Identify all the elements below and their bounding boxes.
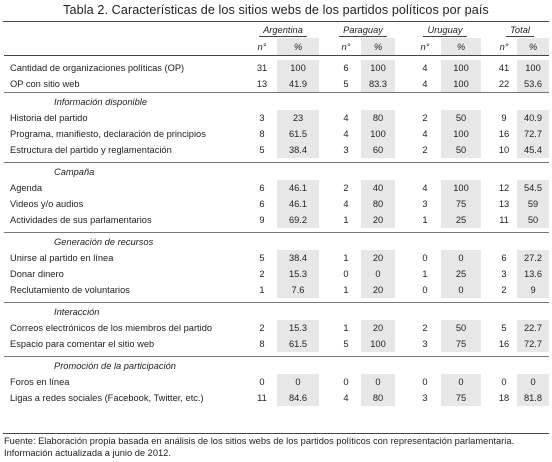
row-label: Estructura del partido y reglamentación xyxy=(10,145,172,155)
percent-cell: 80 xyxy=(361,110,395,126)
count-cell: 2 xyxy=(422,113,428,123)
table-row xyxy=(4,142,549,158)
percent-cell: 100 xyxy=(517,60,549,76)
section-title: Promoción de la participación xyxy=(4,357,247,375)
count-cell: 9 xyxy=(501,113,507,123)
country-header: Total xyxy=(506,25,534,37)
percent-cell: 75 xyxy=(441,390,481,406)
table-row xyxy=(4,180,549,196)
count-cell: 4 xyxy=(343,129,349,139)
percent-cell: 0 xyxy=(441,250,481,266)
percent-cell: 22.7 xyxy=(517,320,549,336)
count-cell: 2 xyxy=(343,183,349,193)
country-header: Argentina xyxy=(259,25,307,37)
count-cell: 2 xyxy=(422,145,428,155)
percent-cell: 13.6 xyxy=(517,266,549,282)
count-cell: 1 xyxy=(343,215,349,225)
count-cell: 3 xyxy=(422,199,428,209)
row-label: Espacio para comentar el sitio web xyxy=(10,339,155,349)
percent-cell: 46.1 xyxy=(277,180,319,196)
percent-cell: 27.2 xyxy=(517,250,549,266)
row-label: Historia del partido xyxy=(10,113,88,123)
percent-cell: 59 xyxy=(517,196,549,212)
percent-cell: 100 xyxy=(441,180,481,196)
col-pct-header: % xyxy=(277,38,319,56)
percent-cell: 50 xyxy=(441,110,481,126)
percent-cell: 15.3 xyxy=(277,320,319,336)
col-pct-header: % xyxy=(361,38,395,56)
count-cell: 1 xyxy=(259,285,265,295)
country-header-row xyxy=(4,23,549,38)
count-cell: 1 xyxy=(343,253,349,263)
count-cell: 4 xyxy=(343,199,349,209)
percent-cell: 84.6 xyxy=(277,390,319,406)
count-cell: 0 xyxy=(422,253,428,263)
count-cell: 3 xyxy=(501,269,507,279)
count-cell: 1 xyxy=(422,269,428,279)
percent-cell: 0 xyxy=(277,374,319,390)
row-label: Agenda xyxy=(10,183,43,193)
percent-cell: 53.6 xyxy=(517,76,549,93)
percent-cell: 83.3 xyxy=(361,76,395,93)
percent-cell: 80 xyxy=(361,390,395,406)
percent-cell: 61.5 xyxy=(277,336,319,352)
table-row xyxy=(4,212,549,228)
percent-cell: 81.8 xyxy=(517,390,549,406)
percent-cell: 38.4 xyxy=(277,250,319,266)
percent-cell: 38.4 xyxy=(277,142,319,158)
count-cell: 9 xyxy=(259,215,265,225)
percent-cell: 20 xyxy=(361,250,395,266)
percent-cell: 75 xyxy=(441,196,481,212)
row-label: Videos y/o audios xyxy=(10,199,84,209)
table-row xyxy=(4,336,549,352)
count-cell: 31 xyxy=(256,63,268,73)
percent-cell: 69.2 xyxy=(277,212,319,228)
percent-cell: 20 xyxy=(361,320,395,336)
count-cell: 5 xyxy=(259,145,265,155)
percent-cell: 9 xyxy=(517,282,549,298)
table-row xyxy=(4,60,549,76)
count-cell: 6 xyxy=(343,63,349,73)
percent-cell: 50 xyxy=(517,212,549,228)
col-pct-header: % xyxy=(517,38,549,56)
count-cell: 5 xyxy=(343,79,349,89)
source-note: Fuente: Elaboración propia basada en análisis de los sitios webs de los partidos políticos con representación parlamentaria. Información actualizada a junio de 2012. xyxy=(4,436,515,458)
percent-cell: 60 xyxy=(361,142,395,158)
percent-cell: 25 xyxy=(441,266,481,282)
row-label: Correos electrónicos de los miembros del partido xyxy=(10,323,213,333)
percent-cell: 20 xyxy=(361,282,395,298)
table-row xyxy=(4,196,549,212)
section-header xyxy=(4,357,549,375)
percent-cell: 100 xyxy=(361,60,395,76)
count-cell: 0 xyxy=(259,377,265,387)
col-n-header: n° xyxy=(247,38,277,56)
table-row xyxy=(4,266,549,282)
table-row xyxy=(4,374,549,390)
count-cell: 6 xyxy=(259,183,265,193)
data-table xyxy=(4,23,549,406)
table-row xyxy=(4,282,549,298)
col-pct-header: % xyxy=(441,38,481,56)
table-row xyxy=(4,126,549,142)
count-cell: 4 xyxy=(343,393,349,403)
table-row xyxy=(4,390,549,406)
percent-cell: 50 xyxy=(441,142,481,158)
section-title: Interacción xyxy=(4,303,247,321)
row-label: Donar dinero xyxy=(10,269,64,279)
percent-cell: 15.3 xyxy=(277,266,319,282)
percent-cell: 41.9 xyxy=(277,76,319,93)
section-header xyxy=(4,163,549,181)
row-label: Foros en línea xyxy=(10,377,70,387)
table-body xyxy=(4,56,549,407)
column-header-row xyxy=(4,38,549,56)
percent-cell: 7.6 xyxy=(277,282,319,298)
percent-cell: 100 xyxy=(277,60,319,76)
percent-cell: 0 xyxy=(361,374,395,390)
table-row xyxy=(4,250,549,266)
col-n-header: n° xyxy=(491,38,517,56)
section-header xyxy=(4,233,549,251)
percent-cell: 54.5 xyxy=(517,180,549,196)
count-cell: 4 xyxy=(422,63,428,73)
row-label: Unirse al partido en línea xyxy=(10,253,114,263)
row-label: Cantidad de organizaciones políticas (OP) xyxy=(10,63,185,73)
percent-cell: 40.9 xyxy=(517,110,549,126)
count-cell: 3 xyxy=(422,339,428,349)
count-cell: 6 xyxy=(501,253,507,263)
row-label: Programa, manifiesto, declaración de principios xyxy=(10,129,206,139)
percent-cell: 0 xyxy=(517,374,549,390)
count-cell: 41 xyxy=(498,63,510,73)
count-cell: 6 xyxy=(259,199,265,209)
count-cell: 3 xyxy=(422,393,428,403)
percent-cell: 40 xyxy=(361,180,395,196)
percent-cell: 100 xyxy=(361,336,395,352)
section-title: Información disponible xyxy=(4,93,247,111)
percent-cell: 0 xyxy=(361,266,395,282)
count-cell: 16 xyxy=(498,129,510,139)
col-n-header: n° xyxy=(331,38,361,56)
row-label: OP con sitio web xyxy=(10,79,80,89)
table-row xyxy=(4,320,549,336)
count-cell: 10 xyxy=(498,145,510,155)
count-cell: 18 xyxy=(498,393,510,403)
count-cell: 8 xyxy=(259,129,265,139)
percent-cell: 100 xyxy=(441,60,481,76)
count-cell: 1 xyxy=(422,215,428,225)
table-title: Tabla 2. Características de los sitios webs de los partidos políticos por país xyxy=(63,3,489,17)
percent-cell: 20 xyxy=(361,212,395,228)
count-cell: 2 xyxy=(501,285,507,295)
percent-cell: 45.4 xyxy=(517,142,549,158)
count-cell: 5 xyxy=(501,323,507,333)
count-cell: 12 xyxy=(498,183,510,193)
row-label: Ligas a redes sociales (Facebook, Twitter, etc.) xyxy=(10,393,204,403)
count-cell: 4 xyxy=(422,129,428,139)
row-label: Reclutamiento de voluntarios xyxy=(10,285,130,295)
col-n-header: n° xyxy=(409,38,441,56)
table-row xyxy=(4,110,549,126)
count-cell: 5 xyxy=(343,339,349,349)
section-title: Campaña xyxy=(4,163,247,181)
count-cell: 0 xyxy=(422,285,428,295)
percent-cell: 0 xyxy=(441,282,481,298)
percent-cell: 100 xyxy=(361,126,395,142)
count-cell: 0 xyxy=(422,377,428,387)
table-row xyxy=(4,76,549,93)
count-cell: 11 xyxy=(499,215,509,225)
percent-cell: 80 xyxy=(361,196,395,212)
count-cell: 1 xyxy=(343,323,349,333)
count-cell: 8 xyxy=(259,339,265,349)
percent-cell: 23 xyxy=(277,110,319,126)
percent-cell: 100 xyxy=(441,76,481,93)
count-cell: 0 xyxy=(343,269,349,279)
count-cell: 4 xyxy=(343,113,349,123)
percent-cell: 46.1 xyxy=(277,196,319,212)
count-cell: 13 xyxy=(498,199,510,209)
count-cell: 16 xyxy=(498,339,510,349)
count-cell: 4 xyxy=(422,79,428,89)
percent-cell: 50 xyxy=(441,320,481,336)
percent-cell: 75 xyxy=(441,336,481,352)
count-cell: 0 xyxy=(501,377,507,387)
count-cell: 22 xyxy=(498,79,510,89)
count-cell: 5 xyxy=(259,253,265,263)
count-cell: 1 xyxy=(343,285,349,295)
count-cell: 2 xyxy=(259,269,265,279)
count-cell: 3 xyxy=(343,145,349,155)
count-cell: 11 xyxy=(257,393,267,403)
percent-cell: 0 xyxy=(441,374,481,390)
row-label: Actividades de sus parlamentarios xyxy=(10,215,152,225)
count-cell: 4 xyxy=(422,183,428,193)
count-cell: 0 xyxy=(343,377,349,387)
percent-cell: 72.7 xyxy=(517,126,549,142)
percent-cell: 72.7 xyxy=(517,336,549,352)
section-header xyxy=(4,303,549,321)
country-header: Uruguay xyxy=(423,25,466,37)
country-header: Paraguay xyxy=(339,25,387,37)
percent-cell: 61.5 xyxy=(277,126,319,142)
count-cell: 2 xyxy=(422,323,428,333)
percent-cell: 25 xyxy=(441,212,481,228)
count-cell: 3 xyxy=(259,113,265,123)
section-header xyxy=(4,93,549,111)
section-title: Generación de recursos xyxy=(4,233,247,251)
count-cell: 2 xyxy=(259,323,265,333)
count-cell: 13 xyxy=(256,79,268,89)
percent-cell: 100 xyxy=(441,126,481,142)
